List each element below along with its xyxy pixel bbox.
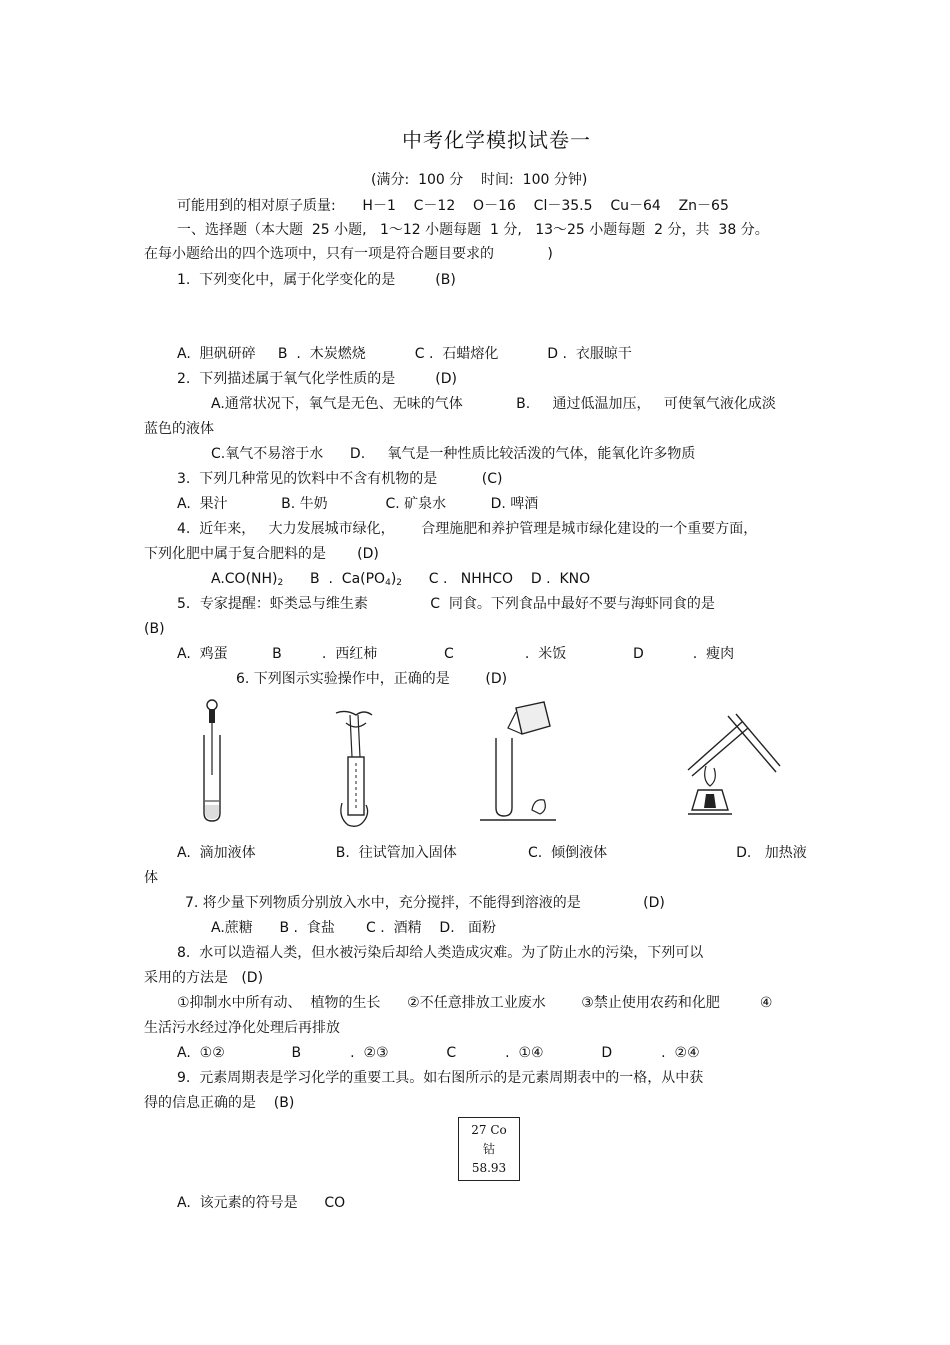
- q4-opt-a-sub: 2: [277, 578, 284, 588]
- q9-stem2: 得的信息正确的是 (B): [144, 1095, 295, 1111]
- periodic-table-cell: [458, 1117, 520, 1181]
- q4-stem1: 4. 近年来， 大力发展城市绿化， 合理施肥和养护管理是城市绿化建设的一个重要方面，: [177, 521, 758, 537]
- figure-heat-liquid: [678, 710, 782, 825]
- figure-drop-liquid: [192, 697, 232, 827]
- q1-stem: 1. 下列变化中，属于化学变化的是 (B): [177, 272, 456, 288]
- q6-options2: 体: [144, 870, 158, 886]
- q6-stem: 6. 下列图示实验操作中，正确的是 (D): [236, 671, 508, 687]
- q7-stem: 7. 将少量下列物质分别放入水中，充分搅拌，不能得到溶液的是 (D): [185, 895, 665, 911]
- q2-line-c: C.氧气不易溶于水 D. 氧气是一种性质比较活泼的气体，能氧化许多物质: [211, 446, 696, 462]
- q2-line-a: A.通常状况下，氧气是无色、无味的气体 B. 通过低温加压， 可使氧气液化成淡: [211, 396, 776, 412]
- element-name: 钴: [482, 1142, 495, 1156]
- q2-stem: 2. 下列描述属于氧气化学性质的是 (D): [177, 371, 458, 387]
- q4-opt-b-sub1: 4: [385, 578, 391, 588]
- q9-opt-a: A. 该元素的符号是 CO: [177, 1195, 346, 1211]
- atomic-mass-line: 可能用到的相对原子质量: H－1 C－12 O－16 Cl－35.5 Cu－64 Zn－65: [177, 198, 729, 214]
- figure-pour-liquid: [478, 700, 558, 825]
- q7-options: A.蔗糖 B . 食盐 C . 酒精 D. 面粉: [211, 920, 496, 936]
- q8-items2: 生活污水经过净化处理后再排放: [144, 1020, 340, 1036]
- section-header-line1: 一、选择题（本大题 25 小题, 1～12 小题每题 1 分, 13～25 小题每题 2 分，共 38 分。: [177, 222, 769, 238]
- q4-opt-b: B . Ca(PO: [309, 571, 386, 587]
- q4-stem2: 下列化肥中属于复合肥料的是 (D): [144, 546, 379, 562]
- q8-options: A. ①② B . ②③ C . ①④ D . ②④: [177, 1045, 700, 1061]
- section-header-line2: 在每小题给出的四个选项中，只有一项是符合题目要求的 ): [144, 246, 553, 262]
- q8-stem1: 8. 水可以造福人类，但水被污染后却给人类造成灾难。为了防止水的污染，下列可以: [177, 945, 704, 961]
- page-title: 中考化学模拟试卷一: [402, 128, 591, 152]
- q4-opt-b-tail: ): [390, 571, 397, 587]
- q8-items1: ①抑制水中所有动、 植物的生长 ②不任意排放工业废水 ③禁止使用农药和化肥 ④: [177, 995, 773, 1011]
- q4-options: [211, 570, 590, 592]
- q9-stem1: 9. 元素周期表是学习化学的重要工具。如右图所示的是元素周期表中的一格，从中获: [177, 1070, 704, 1086]
- element-number-symbol: 27 Co: [471, 1123, 507, 1137]
- q4-opt-b-sub2: 2: [396, 578, 403, 588]
- element-mass: 58.93: [471, 1161, 507, 1175]
- q1-options: A. 胆矾研碎 B . 木炭燃烧 C . 石蜡熔化 D . 衣服晾干: [177, 346, 632, 362]
- q5-stem: 5．专家提醒：虾类忌与维生素 C 同食。下列食品中最好不要与海虾同食的是: [177, 596, 715, 612]
- q2-line-a2: 蓝色的液体: [144, 421, 214, 437]
- q5-answer: (B): [144, 621, 165, 637]
- q3-stem: 3. 下列几种常见的饮料中不含有机物的是 (C): [177, 471, 503, 487]
- q5-options: A. 鸡蛋 B . 西红柿 C . 米饭 D . 瘦肉: [177, 646, 735, 662]
- q3-options: A. 果汁 B. 牛奶 C. 矿泉水 D. 啤酒: [177, 496, 539, 512]
- subtitle: (满分: 100 分 时间: 100 分钟): [371, 172, 588, 188]
- q6-options: A. 滴加液体 B. 往试管加入固体 C. 倾倒液体 D. 加热液: [177, 845, 807, 861]
- q4-opt-a: A.CO(NH): [211, 571, 278, 587]
- q4-opt-cd: C . NHHCO D . KNO: [428, 571, 591, 587]
- q8-stem2: 采用的方法是 (D): [144, 970, 264, 986]
- figure-add-solid: [328, 705, 388, 830]
